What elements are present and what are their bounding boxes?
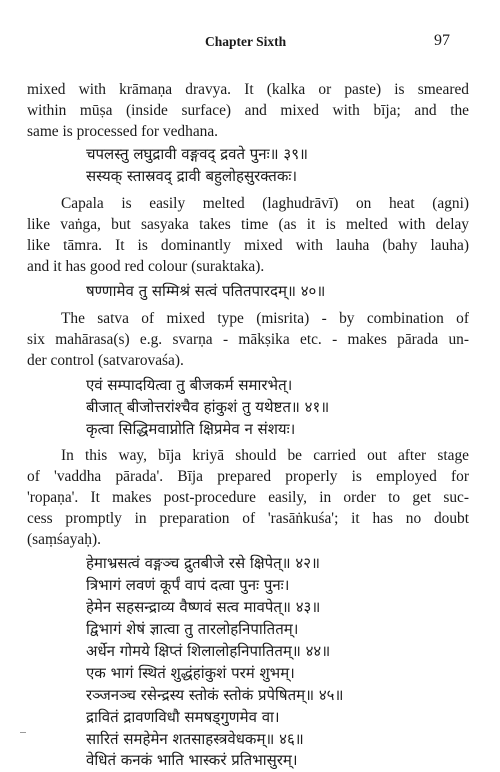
sanskrit-verse-line: द्विभागं शेषं ज्ञात्वा तु तारलोहनिपातितम्। (86, 620, 299, 638)
body-text-line: (saṃśayaḥ). (27, 531, 101, 548)
body-text-line: 'ropaṇa'. It makes post-procedure easily, in order to get suc- (27, 489, 469, 506)
body-text-line: der control (satvarovaśa). (27, 352, 184, 369)
margin-mark (20, 732, 26, 733)
sanskrit-verse-line: वेधितं कनकं भाति भास्करं प्रतिभासुरम्। (86, 751, 298, 769)
body-text-line: six mahārasa(s) e.g. svarṇa - mākṣika etc. - makes pārada un- (27, 331, 469, 348)
body-text-line: like tāmra. It is dominantly mixed with lauha (bahy lauha) (27, 237, 469, 254)
body-text-line: cess promptly in preparation of 'rasāṅkuśa'; it has no doubt (27, 510, 469, 527)
body-text-line: same is processed for vedhana. (27, 123, 219, 140)
body-text-line: of 'vaddha pārada'. Bīja prepared properly is employed for (27, 468, 469, 485)
sanskrit-verse-line: हेमेन सहसन्द्राव्य वैष्णवं सत्व मावपेत्॥ ४३॥ (86, 598, 321, 616)
page-header (0, 34, 500, 54)
body-text-line: like vaṅga, but sasyaka takes time (as it is melted with delay (27, 216, 469, 233)
body-text-line: The satva of mixed type (misrita) - by combination of (61, 310, 469, 327)
sanskrit-verse-line: रञ्जनञ्च रसेन्द्रस्य स्तोकं स्तोकं प्रपेषितम्॥ ४५॥ (86, 686, 344, 704)
sanskrit-verse-line: त्रिभागं लवणं कूर्पं वापं दत्वा पुनः पुनः। (86, 576, 290, 594)
sanskrit-verse-line: कृत्वा सिद्धिमवाप्नोति क्षिप्रमेव न संशयः। (86, 420, 296, 438)
body-text-line: and it has good red colour (suraktaka). (27, 258, 265, 275)
sanskrit-verse-line: अर्धेन गोमये क्षिप्तं शिलालोहनिपातितम्॥ ४४॥ (86, 642, 331, 660)
sanskrit-verse-line: हेमाभ्रसत्वं वङ्गञ्च द्रुतबीजे रसे क्षिपेत्॥ ४२॥ (86, 554, 320, 572)
sanskrit-verse-line: चपलस्तु लघुद्रावी वङ्गवद् द्रवते पुनः॥ ३९॥ (86, 145, 308, 163)
sanskrit-verse-line: द्रावितं द्रावणविधौ समषड्गुणमेव वा। (86, 708, 280, 726)
body-text-line: within mūṣa (inside surface) and mixed with bīja; and the (27, 102, 469, 119)
sanskrit-verse-line: बीजात् बीजोत्तरांश्चैव हांकुशं तु यथेष्टत॥ ४१॥ (86, 398, 330, 416)
body-text-line: mixed with krāmaṇa dravya. It (kalka or paste) is smeared (27, 81, 469, 98)
sanskrit-verse-line: एक भागं स्थितं शुद्धंहांकुशं परमं शुभम्। (86, 664, 295, 682)
sanskrit-verse-line: सारितं समहेमेन शतसाहस्त्रवेधकम्॥ ४६॥ (86, 730, 304, 748)
page-number: 97 (434, 32, 450, 49)
sanskrit-verse-line: एवं सम्पादयित्वा तु बीजकर्म समारभेत्। (86, 376, 293, 394)
chapter-title: Chapter Sixth (205, 34, 287, 49)
sanskrit-verse-line: सस्यक् स्तास्रवद् द्रावी बहुलोहसुरक्तकः। (86, 167, 298, 185)
body-text-line: In this way, bīja kriyā should be carried out after stage (61, 447, 469, 464)
sanskrit-verse-line: षण्णामेव तु सम्मिश्रं सत्वं पतितपारदम्॥ ४०॥ (86, 282, 326, 300)
body-text-line: Capala is easily melted (laghudrāvī) on heat (agni) (61, 195, 469, 212)
